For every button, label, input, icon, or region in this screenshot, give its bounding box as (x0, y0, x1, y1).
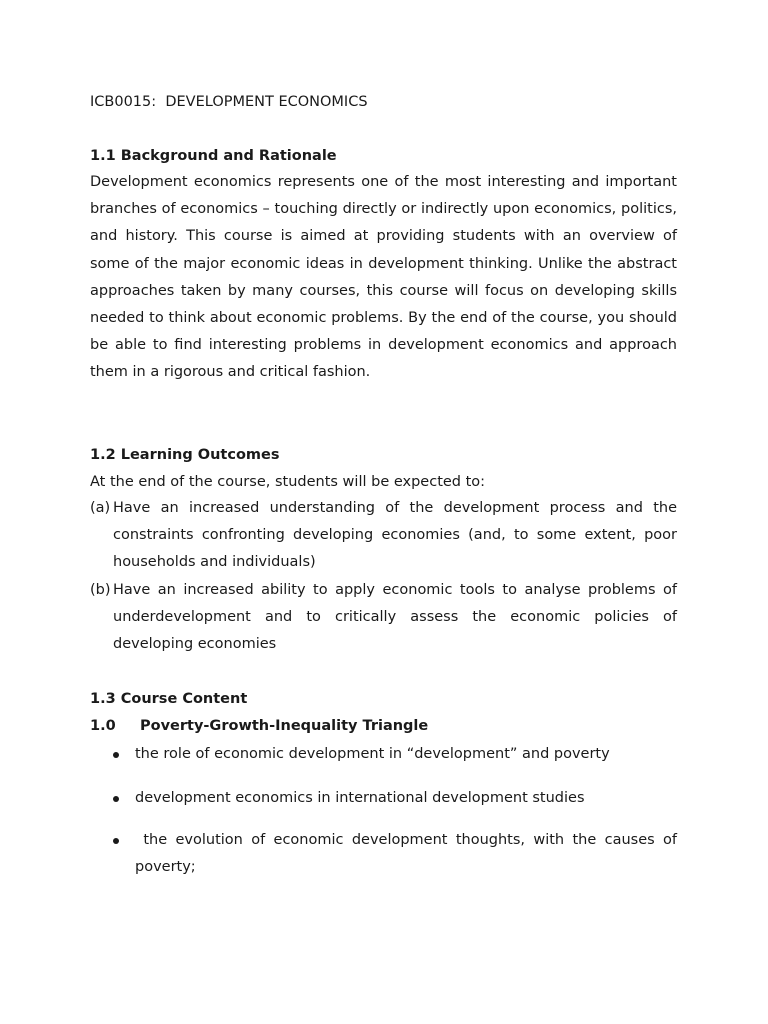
section-heading-background: 1.1 Background and Rationale (90, 148, 337, 164)
outcome-text: Have an increased ability to apply economic tools to analyse problems of underdevelopment and to critically assess the economic policies of developing economies (113, 581, 677, 653)
outcome-marker: (a) (90, 500, 111, 516)
list-item (90, 827, 682, 881)
bullet-icon (113, 838, 119, 844)
topic-title: Poverty-Growth-Inequality Triangle (140, 718, 429, 734)
list-item (90, 741, 677, 768)
learning-outcomes-intro: At the end of the course, students will be expected to: (90, 474, 486, 490)
outcome-text: Have an increased understanding of the development process and the constraints confronting developing economies (and, to some extent, poor households and individuals) (113, 500, 677, 571)
bullet-text: the evolution of economic development thoughts, with the causes of poverty; (135, 832, 682, 876)
bullet-text: development economics in international development studies (135, 790, 585, 806)
list-item (90, 785, 677, 812)
learning-outcome-item (90, 577, 677, 659)
section-heading-course-content: 1.3 Course Content (90, 691, 248, 707)
outcome-marker: (b) (90, 581, 111, 598)
section-heading-learning-outcomes: 1.2 Learning Outcomes (90, 447, 280, 463)
background-paragraph: Development economics represents one of the most interesting and important branches of economics – touching directly or indirectly upon economics, politics, and history. This course is aimed at providing students with an overview of some of the major economic ideas in development thinking. Unlike the abstract approaches taken by many courses, this course will focus on developing skills needed to think about economic problems. By the end of the course, you should be able to find interesting problems in development economics and approach them in a rigorous and critical fashion. (90, 174, 677, 381)
bullet-icon (113, 752, 119, 758)
learning-outcomes-list (90, 495, 677, 658)
topic-heading (90, 716, 428, 736)
bullet-text: the role of economic development in “development” and poverty (135, 746, 610, 762)
learning-outcome-item (90, 495, 677, 577)
document-title: ICB0015: DEVELOPMENT ECONOMICS (90, 94, 368, 110)
topic-number: 1.0 (90, 718, 116, 734)
bullet-icon (113, 796, 119, 802)
